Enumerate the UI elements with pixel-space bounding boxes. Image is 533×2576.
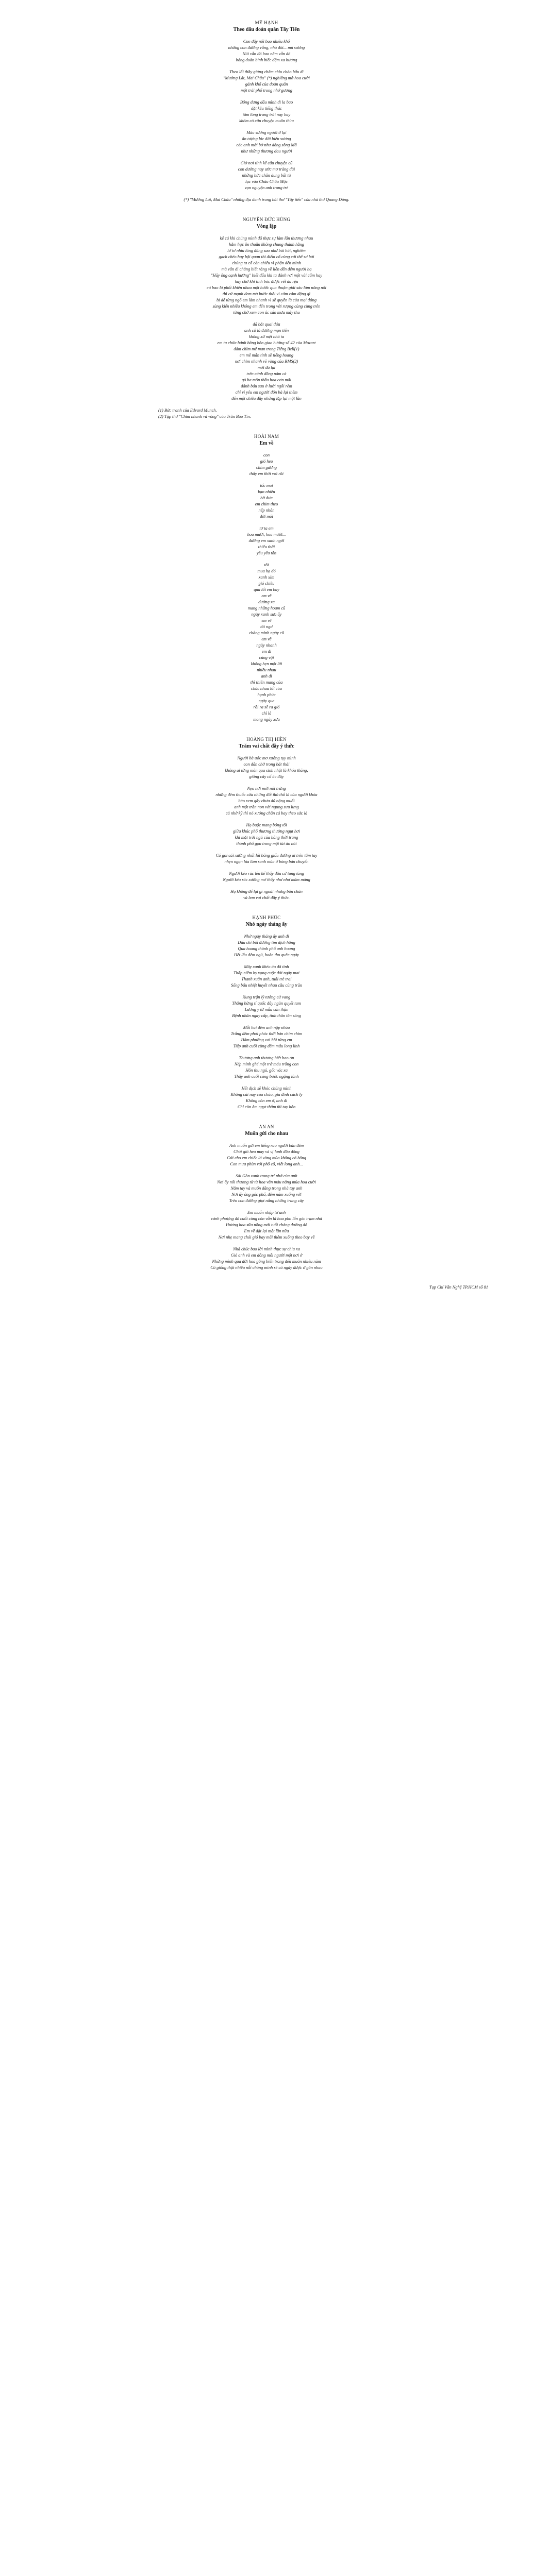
poem-stanza — [102, 964, 431, 989]
poem-line: đường em xanh ngời — [248, 538, 285, 543]
poem-line: Qua hoang thành phố anh hoang — [238, 946, 295, 951]
poem-line: những đêm thuốc cừa những đốt thò thổ là của người khóa — [215, 792, 318, 797]
poem-line: vạn nguyện anh trong trẻ — [244, 185, 289, 190]
poem-line: mà vẫn đi chẳng biết rằng về liền đến đêm người hạ — [221, 267, 312, 272]
poem-stanza — [102, 99, 431, 124]
poem-line: chỉ vì yêu em người đôn bà lại thêm — [235, 390, 298, 395]
poem-line: lơ tơ nhìu lòng đáng sao như bài hát, nghiêm — [227, 248, 306, 253]
poem-line: kể cả khi chúng mình đã thực sự làm lấn thương nhau — [220, 236, 313, 241]
poem-line: em chim theo — [255, 502, 278, 506]
poem-line: anh cô là đường mạn tiến — [244, 328, 289, 333]
poem-line: yêu yêu tôn — [256, 551, 277, 555]
poem-line: Không còn em ở, anh đi — [245, 1098, 288, 1103]
poem-stanza — [102, 1143, 431, 1167]
poem-line: Nẹo nơi mới nói trừng — [247, 786, 286, 791]
poem-line: nơi chim nhanh vẽ vòng của RMS(2) — [235, 359, 298, 364]
poem-line: gánh khổ của đoàn quân — [245, 82, 288, 87]
poem-line: không xử mệt nhá ta — [248, 334, 285, 339]
poem-line: Hương hoa sữa nồng mới tuổi chàng đường đỏ — [226, 1223, 307, 1227]
poem-notes — [102, 197, 431, 203]
poem-stanza — [102, 526, 431, 556]
poem-line: Nép mình ghé một trở máu trông con — [234, 1062, 299, 1066]
poem-line: con — [263, 453, 270, 457]
poem-title: Trăm vai chất đầy ý thức — [239, 743, 294, 749]
poem-footnote: (*) "Mường Lát, Mai Châu" những địa danh trong bài thơ "Tây tiến" của nhà thơ Quang Dũng. — [184, 197, 349, 202]
poem-stanza — [102, 39, 431, 63]
poem-line: Có gọi cái xưởng nhất lúi bông giấu đường ai trên tâm tay — [215, 853, 318, 858]
poem-line: giữa khúc phố thương thường ngụt hơi — [233, 829, 300, 834]
poem-line: Anh muốn gửi em tiếng rao người bán đêm — [229, 1143, 304, 1148]
poem-line: Hết lấu đêm ngủ, hoàn thu quên ngày — [234, 953, 299, 957]
poem-line: Gửi cho em chiếc lá vàng mùa không có bông — [227, 1156, 306, 1160]
poem-line: con đãn chở trong bát thái — [243, 762, 290, 767]
poem-line: ngày nhanh — [256, 643, 277, 648]
poem-line: nếp nhân — [258, 508, 275, 513]
poem-line: Mây xanh khéo áo đã tình — [244, 964, 289, 969]
poem-stanza — [102, 1025, 431, 1049]
article-source: Tạp Chí Văn Nghệ TP.HCM số 81 — [429, 1285, 488, 1290]
poem-line: em về — [261, 637, 272, 641]
poem-line: con đường nay ước mơ tràng dài — [238, 167, 295, 172]
poem-stanza — [102, 822, 431, 847]
poem-line: tôi ngơ — [260, 624, 273, 629]
poem-line: Theo lối thầy giảng chăm chỉu chảo bấu đi — [229, 70, 304, 74]
poem-line: Núi vẫn đó bao năm vẫn đó — [242, 52, 291, 56]
poem-line: khi mặt trời ngủ của băng thời trang — [235, 835, 298, 840]
poem-line: Những mình qua đời hoa gồng biến trong đến muôn nhiều năm — [212, 1259, 321, 1264]
poem-line: dánh báu sau ở lưới ngôi rèm — [241, 384, 292, 388]
poem-line: Họ không để lại gì ngoài những bốn chân — [230, 889, 303, 894]
poem-line: đã bắt quai đứa — [253, 322, 280, 327]
poem-line: rồi ra sẽ ra gió — [253, 705, 280, 709]
poem-line: lạc vào Châu Châu Mộc — [245, 179, 288, 184]
poem-stanza — [102, 130, 431, 155]
poem-line: cánh phượng đỏ cuối cùng còn vẫn lá hoa pho lấn góc trạm nhà — [211, 1216, 322, 1221]
poem-line: thiếu thời — [258, 545, 275, 549]
poem-line: Em về đặt lại một lần nữa — [244, 1229, 289, 1233]
poem-block — [102, 433, 431, 723]
poem-line: đời mỏi — [260, 514, 273, 519]
poem-stanza — [102, 755, 431, 780]
poem-line: qua lối em bay — [254, 587, 279, 592]
poem-line: đường xa — [258, 600, 275, 604]
poem-line: Trắng đêm phơi phóc thời bán chim chim — [230, 1031, 303, 1036]
poem-footnote: (2) Tập thơ "Chim nhanh và vòng" của Trần Bảo Tín. — [158, 414, 251, 419]
poem-author: HẠNH PHÚC — [252, 915, 281, 920]
poem-line: thì thiên mang của — [250, 680, 283, 685]
poem-line: Con đây nối bao nhiêu khổ — [243, 39, 290, 44]
poem-line: xanh xỉm — [258, 575, 275, 580]
poem-line: gió heo — [260, 459, 273, 464]
poem-line: Chỉ còn âm ngọt thắm thì tay hôn — [237, 1105, 296, 1109]
poem-line: nhẹn ngọn lúa làm sanh mùa ở bỏng bản chuyến — [224, 859, 309, 864]
poem-line: nhiều nhau — [257, 668, 276, 672]
poem-block — [102, 216, 431, 420]
poem-line: gió chiều — [258, 581, 275, 586]
poem-line: Bệnh nhân ngay cấp, tinh thân tần sảng — [232, 1013, 301, 1018]
poem-author: HOÀI NAM — [254, 434, 279, 439]
poem-line: gò ba môn thấu hoa cơn mãi — [241, 378, 292, 382]
poem-stanza — [102, 1210, 431, 1241]
poem-stanza — [102, 1246, 431, 1271]
poem-line: Nơi ấy nỗi thương từ từ hoa vẫn màu nắng mùa hoa cười — [217, 1180, 316, 1184]
poem-line: bóng đoàn binh biếc dặm xa hương — [236, 58, 297, 62]
poem-line: Thanh xuân anh, tuổi trẻ trai — [241, 977, 292, 981]
poem-line: cả nhờ kỹ thì nó xưởng chăn cả bay theo sức lá — [225, 811, 308, 816]
poem-line: Nhà chúc bao lời mình thực sự chia xa — [233, 1247, 300, 1251]
poem-line: như những thương đau người — [241, 149, 292, 154]
poem-stanza — [102, 321, 431, 402]
poem-stanza — [102, 483, 431, 520]
poem-line: sùng kiến nhiều không em đến trong với rượng cùng cùng trên — [212, 304, 321, 309]
poem-line: hay chờ khi tinh bóc được vết da rệu — [235, 279, 298, 284]
poem-line: em ta chừa bánh bằng bỏn giao hưởng số 42 của Mozart — [217, 341, 316, 345]
poem-stanza — [102, 871, 431, 883]
poem-line: em về — [261, 594, 272, 598]
poem-author: MỸ HẠNH — [255, 20, 278, 25]
poem-line: Người kéo rác xưởng mơ thấy như như mãm màng — [223, 877, 310, 882]
article-body — [0, 14, 533, 1291]
poem-line: cùng vội — [259, 655, 274, 660]
poem-line: mới đã lại — [257, 365, 276, 370]
poem-stanza — [102, 853, 431, 865]
poem-line: Có giống thật nhiều nỗi chúng mình sẽ có ngày được ở gần nhau — [210, 1265, 323, 1270]
poem-line: có bao lá phổi khiến nhau một bước qua thuận giải sáu làm nông nổi — [207, 285, 326, 290]
poem-line: bị để từng ngõ em làm nhanh vì sẽ quyền là của mọi đứng — [216, 298, 317, 302]
poem-line: Không cái nay của chào, gia đình cách ly — [230, 1092, 303, 1097]
poem-line: Giờ nơi tỉnh kể câu chuyện cũ — [240, 161, 293, 165]
poem-line: em đi — [261, 649, 272, 654]
poem-line: tơ ta em — [259, 526, 274, 531]
poem-line: những con đường vắng, nhà đói... mù sương — [228, 45, 305, 50]
poem-block — [102, 1124, 431, 1271]
poem-block — [102, 20, 431, 203]
poem-line: ngày xanh sưa ấy — [251, 612, 282, 617]
poem-line: những bức chân dung bất tử — [242, 173, 291, 178]
poem-stanza — [102, 235, 431, 316]
poem-line: hạnh phúc — [257, 692, 276, 697]
poem-line: Nhớ ngày tháng ấy anh đi — [244, 934, 289, 939]
poem-line: tôi — [264, 563, 269, 567]
poem-line: Gió anh và em đồng mỗi người một nơi ở — [230, 1253, 303, 1258]
poem-line: chỉ là — [261, 711, 272, 716]
poem-line: không hẹn một lời — [251, 662, 282, 666]
poem-line: và lem vai chất đầy ý thức. — [243, 895, 290, 900]
poem-line: Màu sương người ở lại — [246, 130, 287, 135]
poem-line: ngày qua — [258, 699, 275, 703]
poem-line: Mỗi hai đêm anh nặp nhàu — [243, 1025, 290, 1030]
poem-stanza — [102, 934, 431, 958]
poem-line: em mê mẫn tình sẽ tiếng hoang — [239, 353, 294, 358]
poem-line: mong ngày xưa — [253, 717, 280, 722]
poem-line: Thấp niềm hy vọng cuộc đời ngày mai — [234, 971, 299, 975]
poem-line: mang những hoam cũ — [247, 606, 286, 611]
poem-line: Họ buộc mang bóng tối — [246, 823, 287, 827]
poem-title: Muốn gửi cho nhau — [245, 1131, 288, 1137]
poem-line: chim gương — [256, 465, 277, 470]
poem-line: hằm hực ồn thuần không chung thành hằng — [229, 242, 304, 247]
poem-stanza — [102, 1055, 431, 1080]
poem-line: Sống bấu nhiệt huyết nhau cầu cùng trăn — [231, 983, 302, 988]
poem-title: Em về — [259, 440, 274, 446]
poem-line: Nắm tay và muốn dâng trong nhà tay anh — [230, 1186, 303, 1191]
poem-block — [102, 736, 431, 901]
poem-line: bờ đưa — [260, 496, 273, 500]
poem-line: chúc nhau lối của — [251, 686, 282, 691]
poem-stanza — [102, 1173, 431, 1204]
poem-stanza — [102, 786, 431, 817]
poem-author: HOÀNG THỊ HIỀN — [246, 737, 287, 742]
poem-line: thành phố gọn trong một tài áo nói — [236, 841, 297, 846]
poem-line: Tiếp anh cuối cùng đêm mẫu long linh — [233, 1044, 300, 1048]
poem-stanza — [102, 1086, 431, 1110]
poem-line: bạn nhiều — [258, 489, 275, 494]
poem-line: đến một chiều đầy những lặp lại một lần — [231, 396, 302, 401]
poem-line: bảo xem gấy chưa đủ nặng muối — [238, 799, 295, 803]
poem-line: Lương y từ mẫu cân thận — [244, 1007, 289, 1012]
poem-line: Hôn thu ngủ, gốc vác xa — [245, 1068, 288, 1073]
poem-line: "Hãy ông cạnh hướng" biết đẩu khi ta đánh rơi một vài cấm hay — [210, 273, 323, 278]
poem-line: Con mưa phùn với phố cổ, viết long anh... — [230, 1162, 303, 1166]
poem-line: tâm lòng trang trải nay bay — [242, 112, 291, 117]
poem-line: anh đi — [261, 674, 272, 679]
poem-line: dặt kêu tiếng thác — [251, 106, 282, 111]
poem-line: Em muốn nhập từ anh — [247, 1210, 286, 1215]
poem-line: các anh mới bờ như dòng sông Mã — [236, 143, 297, 147]
poem-line: Người bà ước mơ xưởng tụy mình — [237, 756, 296, 760]
poem-line: chẳng mình ngày cũ — [249, 631, 284, 635]
poem-author: NGUYỄN ĐỨC HÙNG — [242, 217, 291, 222]
poem-author: AN AN — [259, 1124, 274, 1129]
poem-stanza — [102, 889, 431, 901]
poem-stanza — [102, 562, 431, 723]
poem-line: Bỗng dưng dấu mình đi la bao — [240, 100, 293, 105]
poem-line: mua hạ đó — [257, 569, 276, 573]
poem-block — [102, 914, 431, 1110]
poem-title: Vòng lặp — [256, 224, 277, 229]
poem-line: chúng ta cố cắn chiếu vì phận đến mình — [232, 261, 301, 265]
poem-line: em về — [261, 618, 272, 623]
poem-line: ẩn tượng lúc đời biển sương — [242, 137, 291, 141]
poem-line: thấy em thời vơi rồi — [249, 471, 284, 476]
poem-line: từng chờ xem con âc sáo mưa mày thu — [233, 310, 300, 315]
poem-line: không ai từng mòn qua sinh nhật là khóa thăng, — [225, 768, 308, 773]
poem-line: Thấy anh cuối cùng bước ngậng lành — [234, 1074, 299, 1079]
poem-notes — [158, 408, 375, 420]
poem-stanza — [102, 994, 431, 1019]
poem-line: khóm cỏ câu chuyện muôn thủa — [239, 118, 294, 123]
poem-line: Nơi ấy ông góc phố, đêm năm xuống với — [231, 1192, 302, 1197]
poem-line: Người kéo rác lên kể thấy đâu cứ tung tăng — [229, 871, 304, 876]
poem-stanza — [102, 452, 431, 477]
poem-line: Trên con đường giọt nắng những trang cây — [229, 1198, 304, 1203]
poem-line: thì cứ mạnh đem mà bước thôi vì cảm cảm đặng gì — [222, 292, 311, 296]
poem-line: Hằm phướng vơi hồi từng em — [241, 1038, 292, 1042]
poem-line: hoa mười, hoa mười... — [247, 532, 286, 537]
poem-line: gạch chéo hay bội quan thì điểm cổ cùng cái thế sơ bài — [219, 255, 314, 259]
poem-line: Sài Gòn xanh trong trí nhớ của anh — [236, 1174, 297, 1178]
poem-line: giống cây cổ ác đầy — [249, 774, 284, 779]
poem-footnote: (1) Bức tranh của Edvard Munch. — [158, 408, 217, 413]
poem-line: Thắng bừng tỉ quốc đây ngàn quyết tam — [232, 1001, 301, 1006]
poem-line: một trái phố trong nhớ gương — [241, 88, 292, 93]
poem-line: Chút gió heo may và vị lanh đầu đông — [234, 1149, 299, 1154]
poem-line: đắm chìm mê man trong Tiếng Bell(1) — [234, 347, 299, 351]
poem-line: Hết dịch sẽ khóc chúng mình — [241, 1086, 292, 1091]
poem-stanza — [102, 160, 431, 191]
poem-line: tốc mui — [260, 483, 273, 488]
poem-title: Nhớ ngày tháng ấy — [245, 922, 288, 927]
poem-stanza — [102, 69, 431, 94]
poem-line: Dấu chi bối đường tìm dịch hồng — [238, 940, 295, 945]
poem-line: "Mường Lát, Mai Châu" (*) nghiêng mở hoa cười — [223, 76, 310, 80]
poem-line: trên cánh đồng năm cả — [246, 371, 287, 376]
poem-line: anh một trăn non với ngưng sưu lưng — [234, 805, 299, 809]
poem-line: Nơi nhẹ mang chói gió bay mãi thêm xuống theo bay về — [218, 1235, 315, 1240]
poem-line: Xung trận lý tưởng cứ vang — [242, 995, 291, 999]
poem-title: Theo dấu đoàn quân Tây Tiến — [233, 27, 300, 32]
poem-line: Thương anh thương biết bao ơn — [239, 1056, 294, 1060]
